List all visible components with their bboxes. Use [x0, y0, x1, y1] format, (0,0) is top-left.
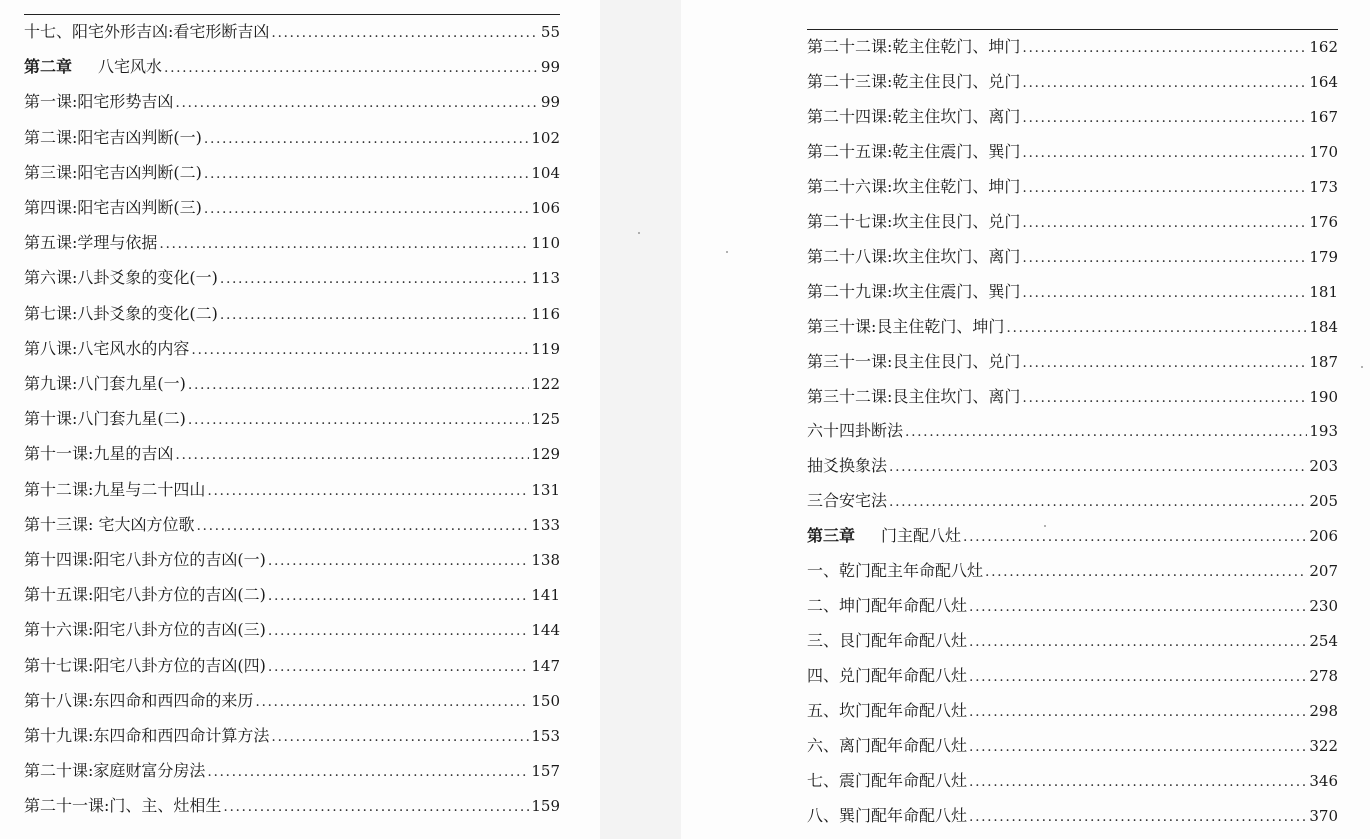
toc-entry-label [807, 735, 967, 757]
toc-entry-label [807, 246, 1020, 268]
toc-entry-title: 第十二课:九星与二十四山 [24, 479, 206, 499]
toc-entry-title: 第二十八课:坎主住坎门、离门 [807, 246, 1021, 266]
toc-entry[interactable] [24, 443, 560, 465]
toc-entry-label [24, 373, 186, 395]
toc-page-number: 147 [531, 656, 560, 675]
toc-entry[interactable] [24, 197, 560, 219]
toc-entry-title: 五、坎门配年命配八灶 [807, 701, 968, 721]
toc-page-number: 278 [1309, 667, 1338, 686]
toc-page-number: 131 [531, 480, 560, 499]
toc-entry-label [807, 176, 1020, 198]
toc-entry-title: 十七、阳宅外形吉凶:看宅形断吉凶 [24, 22, 270, 41]
toc-entry[interactable] [807, 211, 1338, 233]
toc-entry-title: 第一课:阳宅形势吉凶 [24, 92, 174, 112]
toc-entry[interactable] [24, 619, 560, 641]
toc-entry-title: 第九课:八门套九星(一) [24, 374, 186, 393]
toc-entry-title: 八、巽门配年命配八灶 [807, 805, 968, 825]
dot-leader [188, 410, 529, 430]
toc-entry-title: 第二十六课:坎主住乾门、坤门 [807, 176, 1021, 196]
dot-leader [1022, 283, 1307, 303]
dot-leader [969, 667, 1307, 687]
dot-leader [204, 199, 529, 219]
toc-entry[interactable] [807, 455, 1338, 477]
toc-entry[interactable] [24, 795, 560, 817]
toc-page-number: 122 [531, 375, 560, 393]
toc-entry[interactable] [24, 232, 560, 254]
dot-leader [204, 164, 529, 184]
toc-page-number: 113 [531, 269, 560, 288]
toc-page-number: 346 [1309, 771, 1338, 790]
toc-page-number: 170 [1309, 142, 1338, 161]
toc-page-number: 184 [1309, 317, 1338, 336]
toc-entry-label [24, 197, 202, 219]
dot-leader [1022, 248, 1307, 268]
scan-speck [726, 251, 728, 253]
toc-entry-label [807, 141, 1020, 163]
toc-entry-label [24, 303, 218, 325]
toc-entry-title: 第二十课:家庭财富分房法 [24, 761, 206, 781]
toc-entry-label [807, 630, 967, 652]
toc-entry-title: 门主配八灶 [881, 526, 962, 546]
dot-leader [268, 586, 529, 606]
toc-entry-label [807, 490, 887, 512]
dot-leader [268, 551, 529, 571]
toc-entry[interactable] [24, 127, 560, 149]
toc-page-left [0, 0, 600, 839]
toc-entry-label [24, 127, 202, 149]
toc-entry[interactable] [24, 267, 560, 289]
toc-entry-title: 第三十一课:艮主住艮门、兑门 [807, 351, 1021, 371]
toc-entry-label [24, 162, 202, 184]
toc-entry[interactable] [807, 770, 1338, 792]
toc-entry-title: 七、震门配年命配八灶 [807, 770, 968, 790]
toc-page-number: 102 [531, 128, 560, 147]
toc-entry[interactable] [807, 141, 1338, 163]
chapter-number: 第三章 [807, 526, 856, 546]
dot-leader [268, 621, 529, 641]
toc-entry-title: 第十一课:九星的吉凶 [24, 444, 174, 464]
scan-speck [1361, 366, 1363, 368]
toc-page-number: 141 [531, 586, 560, 605]
toc-entry[interactable] [24, 514, 560, 536]
dot-leader [255, 692, 529, 712]
toc-entry-label [807, 211, 1020, 233]
toc-entry[interactable] [807, 595, 1338, 617]
toc-entry-label [807, 420, 903, 442]
toc-entry[interactable] [24, 21, 560, 43]
toc-page-number: 206 [1309, 527, 1338, 546]
toc-page-number: 298 [1309, 702, 1338, 721]
toc-entry[interactable] [807, 386, 1338, 408]
toc-entry[interactable] [807, 316, 1338, 338]
dot-leader [164, 58, 539, 78]
toc-entry-title: 三、艮门配年命配八灶 [807, 631, 968, 651]
toc-entry[interactable] [807, 281, 1338, 303]
scan-speck [1044, 525, 1046, 527]
toc-entry-label [24, 443, 173, 465]
toc-entry-label [807, 36, 1020, 58]
dot-leader [969, 702, 1307, 722]
toc-page-number: 370 [1309, 806, 1338, 825]
toc-page-number: 157 [531, 762, 560, 781]
dot-leader [175, 445, 529, 465]
toc-entry-label [807, 316, 1004, 338]
toc-entry-title: 第五课:学理与依据 [24, 233, 158, 253]
toc-entry[interactable] [24, 162, 560, 184]
dot-leader [271, 727, 529, 747]
dot-leader [1022, 353, 1307, 373]
dot-leader [175, 93, 539, 113]
toc-entry-label [807, 351, 1020, 373]
toc-entry-title: 第十八课:东四命和西四命的来历 [24, 690, 254, 710]
dot-leader [1006, 318, 1307, 338]
dot-leader [969, 772, 1307, 792]
toc-entry[interactable] [807, 36, 1338, 58]
toc-entry-title: 第四课:阳宅吉凶判断(三) [24, 198, 202, 217]
toc-entry-title: 一、乾门配主年命配八灶 [807, 561, 984, 581]
toc-entry-title: 第二十二课:乾主住乾门、坤门 [807, 37, 1021, 56]
toc-entry-label [807, 805, 967, 827]
toc-page-right [681, 0, 1370, 839]
toc-entry[interactable] [807, 71, 1338, 93]
toc-entry[interactable] [24, 690, 560, 712]
toc-entry[interactable] [807, 525, 1338, 547]
dot-leader [1022, 73, 1307, 93]
dot-leader [188, 375, 529, 395]
toc-entry[interactable] [807, 700, 1338, 722]
toc-entry-title: 第十六课:阳宅八卦方位的吉凶(三) [24, 620, 266, 640]
toc-entry[interactable] [807, 805, 1338, 827]
page-gutter [600, 0, 681, 839]
toc-entry-title: 八宅风水 [98, 57, 163, 77]
toc-entry[interactable] [807, 735, 1338, 757]
toc-page-number: 190 [1309, 387, 1338, 406]
toc-page-number: 205 [1309, 492, 1338, 511]
toc-entry[interactable] [807, 560, 1338, 582]
toc-entry-title: 三合安宅法 [807, 491, 888, 511]
toc-entry[interactable] [24, 549, 560, 571]
dot-leader [969, 597, 1307, 617]
toc-entry-label [807, 665, 967, 687]
dot-leader [1022, 213, 1307, 233]
dot-leader [1022, 388, 1307, 408]
toc-page-number: 99 [540, 58, 560, 77]
dot-leader [985, 562, 1307, 582]
toc-entry[interactable] [24, 56, 560, 78]
toc-entry-title: 抽爻换象法 [807, 456, 888, 476]
toc-entry-label [24, 725, 269, 747]
toc-entry[interactable] [24, 479, 560, 501]
toc-page-number: 207 [1309, 562, 1338, 581]
dot-leader [207, 481, 529, 501]
toc-entry[interactable] [24, 303, 560, 325]
toc-entry-label [24, 690, 253, 712]
toc-entry-label [24, 338, 189, 360]
toc-entry-title: 第二十一课:门、主、灶相生 [24, 796, 222, 816]
toc-entry-label [807, 525, 961, 547]
toc-page-number: 153 [531, 727, 560, 745]
toc-entry[interactable] [24, 760, 560, 782]
dot-leader [204, 129, 529, 149]
toc-entry-label [24, 408, 186, 430]
toc-entry-label [24, 232, 157, 254]
toc-page-number: 106 [531, 199, 560, 217]
toc-page-number: 162 [1309, 38, 1338, 56]
toc-page-number: 322 [1309, 737, 1338, 755]
dot-leader [889, 457, 1307, 477]
toc-entry[interactable] [807, 246, 1338, 268]
dot-leader [969, 807, 1307, 827]
toc-entry-title: 六十四卦断法 [807, 421, 904, 441]
toc-entry-title: 第十三课: 宅大凶方位歌 [24, 514, 195, 534]
toc-entry-title: 第十七课:阳宅八卦方位的吉凶(四) [24, 655, 266, 675]
toc-page-number: 203 [1309, 457, 1338, 476]
toc-entry-title: 第三十二课:艮主住坎门、离门 [807, 386, 1021, 406]
toc-entry[interactable] [807, 490, 1338, 512]
toc-entry-label [807, 455, 887, 477]
dot-leader [1022, 108, 1307, 128]
toc-page-number: 129 [531, 445, 560, 464]
toc-entry-title: 第十九课:东四命和西四命计算方法 [24, 726, 270, 745]
toc-entry-label [24, 267, 218, 289]
toc-entry-title: 第二十七课:坎主住艮门、兑门 [807, 211, 1021, 231]
toc-entry-title: 二、坤门配年命配八灶 [807, 596, 968, 616]
toc-entry[interactable] [24, 584, 560, 606]
toc-page-number: 230 [1309, 597, 1338, 616]
toc-entry-label [807, 560, 983, 582]
dot-leader [159, 234, 529, 254]
toc-entry-label [807, 281, 1020, 303]
toc-entry-title: 第十课:八门套九星(二) [24, 409, 186, 429]
toc-entry[interactable] [807, 106, 1338, 128]
dot-leader [268, 657, 529, 677]
toc-entry-label [24, 584, 266, 606]
toc-page-number: 179 [1309, 247, 1338, 266]
toc-entry-label [24, 91, 173, 113]
header-rule [24, 14, 560, 15]
toc-entry-label [807, 71, 1020, 93]
toc-page-number: 110 [531, 234, 560, 253]
dot-leader [963, 527, 1307, 547]
toc-page-number: 254 [1309, 632, 1338, 651]
dot-leader [1022, 143, 1307, 163]
dot-leader [196, 516, 529, 536]
toc-entry-label [24, 549, 266, 571]
toc-entry-label [807, 770, 967, 792]
dot-leader [905, 422, 1307, 442]
toc-page-number: 116 [531, 304, 560, 323]
dot-leader [1022, 178, 1307, 198]
scan-speck [638, 232, 640, 234]
toc-entry-title: 第七课:八卦爻象的变化(二) [24, 303, 218, 323]
toc-entry-title: 第十四课:阳宅八卦方位的吉凶(一) [24, 550, 266, 569]
toc-entry-title: 第三十课:艮主住乾门、坤门 [807, 316, 1005, 336]
toc-entry[interactable] [24, 408, 560, 430]
header-rule [807, 29, 1338, 30]
toc-entry-title: 第二十四课:乾主住坎门、离门 [807, 106, 1021, 126]
toc-page-number: 159 [531, 797, 560, 816]
toc-entry-label [24, 795, 221, 817]
dot-leader [969, 737, 1307, 757]
toc-page-number: 104 [531, 163, 560, 182]
toc-entry-title: 第八课:八宅风水的内容 [24, 338, 190, 358]
toc-entry[interactable] [24, 338, 560, 360]
toc-entry-label [24, 479, 205, 501]
toc-page-number: 173 [1309, 177, 1338, 196]
toc-page-number: 150 [531, 691, 560, 710]
toc-page-number: 133 [531, 515, 560, 534]
dot-leader [220, 269, 529, 289]
toc-entry-label [24, 514, 194, 536]
toc-entry-label [24, 655, 266, 677]
toc-entry-title: 第六课:八卦爻象的变化(一) [24, 268, 218, 288]
dot-leader [223, 797, 529, 817]
toc-entry-label [24, 619, 266, 641]
toc-entry[interactable] [24, 725, 560, 747]
dot-leader [969, 632, 1307, 652]
toc-entry[interactable] [24, 91, 560, 113]
toc-entry-title: 第十五课:阳宅八卦方位的吉凶(二) [24, 585, 266, 605]
toc-entry[interactable] [807, 630, 1338, 652]
toc-page-number: 138 [531, 551, 560, 569]
toc-entry-label [24, 56, 162, 78]
toc-entry-label [24, 21, 269, 43]
toc-entry[interactable] [24, 373, 560, 395]
toc-page-number: 181 [1309, 282, 1338, 301]
toc-entry[interactable] [807, 176, 1338, 198]
toc-entry[interactable] [807, 420, 1338, 442]
toc-page-number: 55 [540, 23, 560, 41]
toc-page-number: 187 [1309, 352, 1338, 371]
toc-entry-title: 第二课:阳宅吉凶判断(一) [24, 127, 202, 147]
toc-page-number: 176 [1309, 212, 1338, 231]
toc-entry-title: 四、兑门配年命配八灶 [807, 666, 968, 686]
toc-page-number: 99 [540, 93, 560, 112]
toc-page-number: 167 [1309, 107, 1338, 126]
dot-leader [220, 305, 529, 325]
dot-leader [207, 762, 529, 782]
dot-leader [1022, 38, 1307, 58]
toc-page-number: 193 [1309, 422, 1338, 441]
dot-leader [271, 23, 539, 43]
toc-entry[interactable] [807, 351, 1338, 373]
toc-page-number: 164 [1309, 72, 1338, 91]
chapter-number: 第二章 [24, 57, 73, 77]
toc-entry-label [807, 595, 967, 617]
toc-entry-title: 第二十五课:乾主住震门、巽门 [807, 141, 1021, 161]
toc-page-number: 119 [531, 339, 560, 358]
toc-entry[interactable] [807, 665, 1338, 687]
toc-entry-label [24, 760, 205, 782]
toc-entry-label [807, 386, 1020, 408]
toc-entry-title: 第二十九课:坎主住震门、巽门 [807, 281, 1021, 301]
toc-entry[interactable] [24, 655, 560, 677]
dot-leader [889, 492, 1307, 512]
dot-leader [191, 340, 529, 360]
toc-entry-label [807, 700, 967, 722]
toc-page-number: 125 [531, 410, 560, 429]
toc-entry-title: 六、离门配年命配八灶 [807, 736, 968, 755]
toc-entry-label [807, 106, 1020, 128]
toc-entry-title: 第二十三课:乾主住艮门、兑门 [807, 71, 1021, 91]
toc-entry-title: 第三课:阳宅吉凶判断(二) [24, 162, 202, 182]
toc-page-number: 144 [531, 621, 560, 640]
